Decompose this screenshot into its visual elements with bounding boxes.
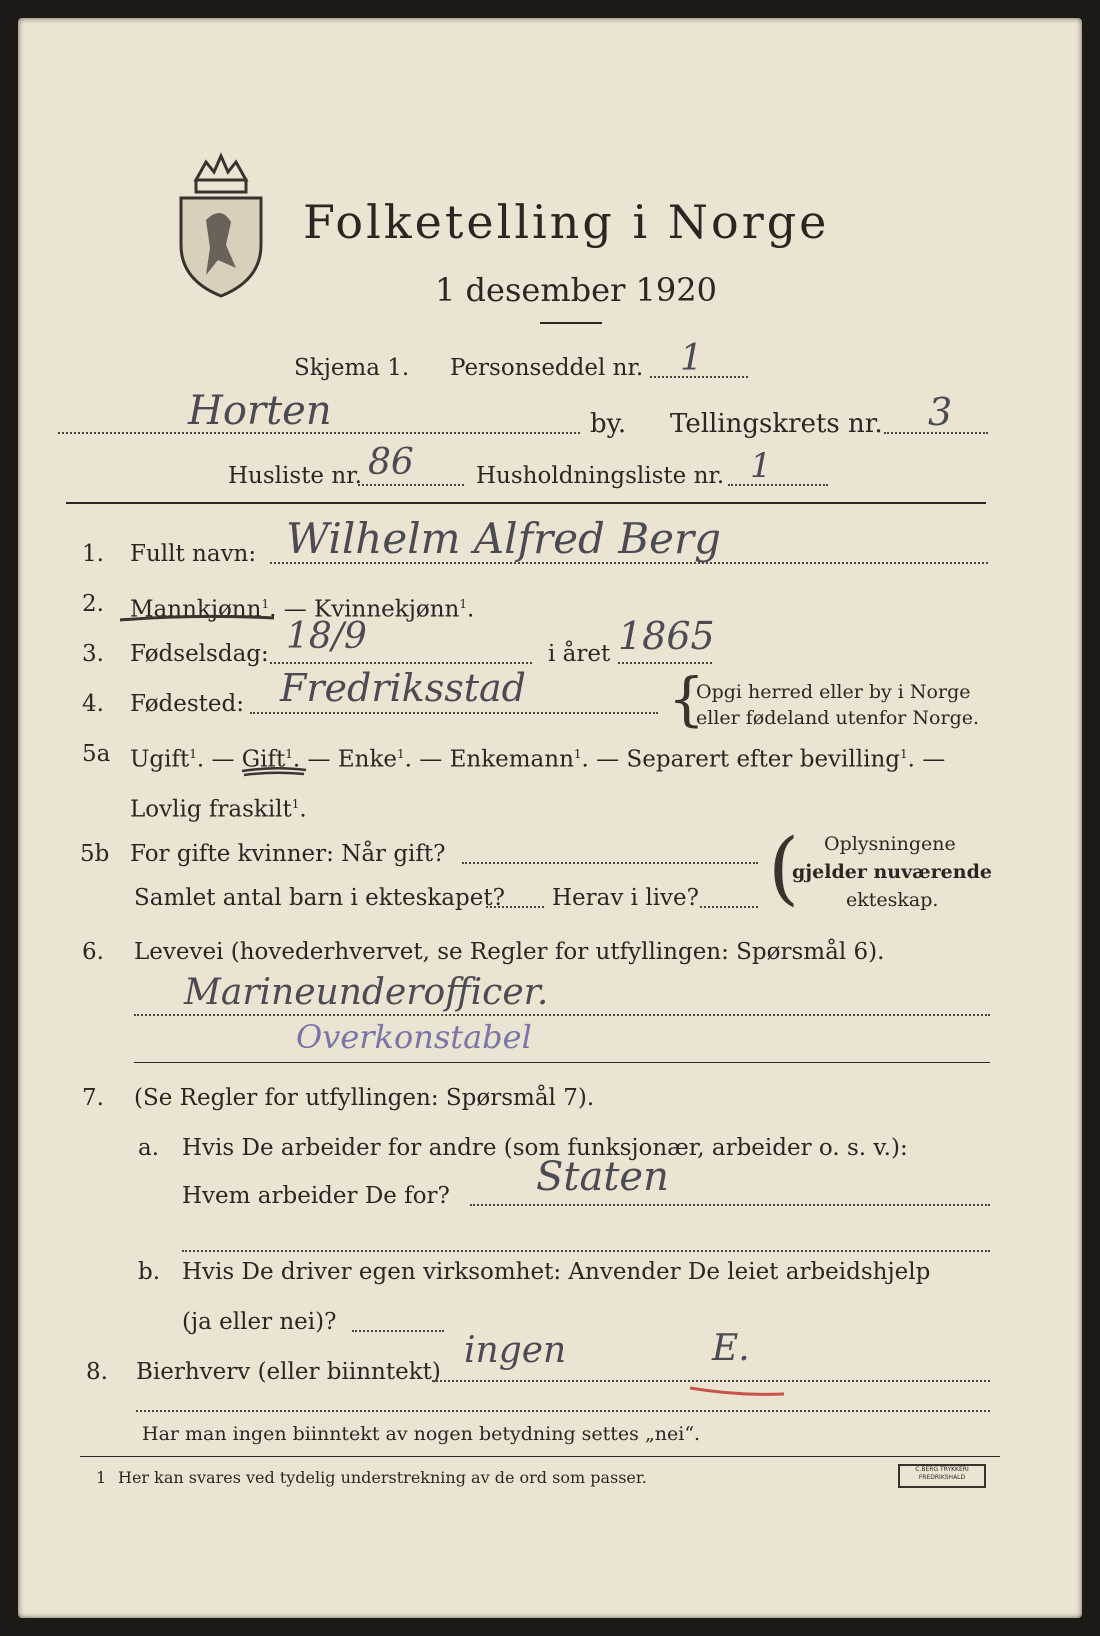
q5a-enke-footnote: 1 xyxy=(397,747,405,761)
q3-year-line xyxy=(618,662,712,664)
title-divider xyxy=(540,322,602,324)
q8-line-2 xyxy=(136,1410,990,1412)
q7a-line xyxy=(470,1204,990,1206)
husliste-value[interactable]: 86 xyxy=(368,442,414,483)
q6-label: Levevei (hovederhvervet, se Regler for utfyllingen: Spørsmål 6). xyxy=(134,939,885,965)
q5a-fraskilt-footnote: 1 xyxy=(291,797,300,811)
q8-red-pencil-mark xyxy=(688,1384,788,1398)
q4-line xyxy=(250,712,658,714)
q5b-number: 5b xyxy=(80,841,110,867)
husliste-label: Husliste nr. xyxy=(228,463,362,489)
q3-value[interactable]: 18/9 xyxy=(286,616,367,657)
q4-note-2: eller fødeland utenfor Norge. xyxy=(696,707,980,729)
q7b-label: Hvis De driver egen virksomhet: Anvender De leiet arbeidshjelp xyxy=(182,1259,931,1285)
q8-note: Har man ingen biinntekt av nogen betydning settes „nei“. xyxy=(142,1423,701,1445)
q3-label: Fødselsdag: xyxy=(130,641,269,667)
q7-label: (Se Regler for utfyllingen: Spørsmål 7). xyxy=(134,1085,595,1111)
by-label: by. xyxy=(590,409,627,439)
footnote-number: 1 xyxy=(96,1468,107,1487)
q5a-dash-1: — xyxy=(211,746,242,773)
q5b-note-1: Oplysningene xyxy=(824,833,956,855)
q6-number: 6. xyxy=(82,939,104,965)
q3-number: 3. xyxy=(82,641,104,667)
q5b-live-line xyxy=(700,906,758,908)
q7a-question: Hvem arbeider De for? xyxy=(182,1183,450,1209)
city-line xyxy=(58,432,580,434)
q8-number: 8. xyxy=(86,1359,108,1385)
form-title: Folketelling i Norge xyxy=(303,195,830,249)
husholdning-value[interactable]: 1 xyxy=(750,446,772,486)
q5a-enke[interactable]: Enke xyxy=(337,746,398,773)
q2-underline-mark xyxy=(118,612,278,626)
q5b-note-2: gjelder nuværende xyxy=(792,861,992,883)
q5a-options: Ugift$^1$. — Gift$^1$. — Enke$^1$. — Enkemann$^1$. — Separert efter bevilling$^1$. — xyxy=(130,746,946,773)
q2-number: 2. xyxy=(82,591,104,617)
q4-label: Fødested: xyxy=(130,691,245,717)
q5a-separert[interactable]: Separert efter bevilling xyxy=(626,746,901,773)
q8-mark: E. xyxy=(712,1328,750,1369)
q7b-line xyxy=(352,1330,444,1332)
q5b-label: For gifte kvinner: Når gift? xyxy=(130,841,446,867)
q5a-dash-4: — xyxy=(596,746,627,773)
q6-line-1 xyxy=(134,1014,990,1016)
q7a-number: a. xyxy=(138,1135,160,1161)
husholdning-line xyxy=(728,484,828,486)
census-date: 1 desember 1920 xyxy=(435,271,717,309)
q5b-brace: ( xyxy=(768,821,800,914)
q5b-barn-label: Samlet antal barn i ekteskapet? xyxy=(134,885,505,911)
q5b-note-3: ekteskap. xyxy=(846,889,939,911)
q7a-value[interactable]: Staten xyxy=(536,1154,669,1200)
q7-number: 7. xyxy=(82,1085,104,1111)
footnote-divider xyxy=(80,1456,1000,1457)
personseddel-value[interactable]: 1 xyxy=(680,338,703,379)
header-divider xyxy=(66,502,986,504)
q5b-live-label: Herav i live? xyxy=(552,885,699,911)
schema-label: Skjema 1. xyxy=(294,355,410,381)
q2-kvinne-footnote: 1 xyxy=(459,597,467,611)
q6-line-2 xyxy=(134,1062,990,1063)
q5a-enkemann-footnote: 1 xyxy=(573,747,582,761)
q5a-underline-mark xyxy=(240,764,310,778)
q5b-barn-line xyxy=(486,906,544,908)
q3-year-value[interactable]: 1865 xyxy=(618,614,715,658)
q5a-dash-3: — xyxy=(419,746,450,773)
q7a-label: Hvis De arbeider for andre (som funksjonær, arbeider o. s. v.): xyxy=(182,1135,908,1161)
q2-mann[interactable]: Mannkjønn xyxy=(130,596,262,623)
q5a-ugift-footnote: 1 xyxy=(189,747,197,761)
printer-stamp: C.BERG TRYKKERI FREDRIKSHALD xyxy=(898,1464,986,1488)
q5a-enkemann[interactable]: Enkemann xyxy=(449,746,574,773)
tellingskrets-value[interactable]: 3 xyxy=(928,390,953,434)
q7b-number: b. xyxy=(138,1259,161,1285)
footnote-text: Her kan svares ved tydelig understrekning av de ord som passer. xyxy=(118,1468,647,1487)
q7a-line-2 xyxy=(182,1250,990,1252)
tellingskrets-label: Tellingskrets nr. xyxy=(670,409,883,439)
q4-brace: { xyxy=(668,665,705,733)
q5a-number: 5a xyxy=(82,741,111,767)
q5a-separert-footnote: 1 xyxy=(900,747,908,761)
q5a-ugift[interactable]: Ugift xyxy=(130,746,190,773)
q2-mann-footnote: 1 xyxy=(261,597,270,611)
q6-value-1[interactable]: Marineunderofficer. xyxy=(184,972,549,1013)
q4-note-1: Opgi herred eller by i Norge xyxy=(696,681,971,703)
q8-line xyxy=(432,1380,990,1382)
q4-value[interactable]: Fredriksstad xyxy=(280,666,526,710)
q3-line xyxy=(270,662,532,664)
city-value[interactable]: Horten xyxy=(188,388,332,434)
husholdning-label: Husholdningsliste nr. xyxy=(476,463,725,489)
q3-year-label: i året xyxy=(548,641,611,667)
q5a-fraskilt: Lovlig fraskilt$^1$. xyxy=(130,796,307,823)
q1-value[interactable]: Wilhelm Alfred Berg xyxy=(286,514,721,563)
q2-kvinne[interactable]: Kvinnekjønn xyxy=(314,596,460,623)
personseddel-label: Personseddel nr. xyxy=(450,355,644,381)
q2-options: Mannkjønn$^1$. — Kvinnekjønn$^1$. xyxy=(130,596,475,623)
q8-label: Bierhverv (eller biinntekt) xyxy=(136,1359,441,1385)
q5a-dash-2: — xyxy=(307,746,338,773)
q2-separator: . — xyxy=(269,596,315,623)
q1-label: Fullt navn: xyxy=(130,541,257,567)
q8-value[interactable]: ingen xyxy=(464,1330,567,1371)
census-form xyxy=(18,18,1082,1618)
husliste-line xyxy=(358,484,464,486)
q5b-line xyxy=(462,862,758,864)
q6-value-2[interactable]: Overkonstabel xyxy=(296,1018,532,1056)
coat-of-arms-icon xyxy=(176,150,266,300)
q7b-question: (ja eller nei)? xyxy=(182,1309,337,1335)
q5a-gift[interactable]: Gift xyxy=(241,746,286,773)
q5a-gift-footnote: 1 xyxy=(285,747,293,761)
q4-number: 4. xyxy=(82,691,104,717)
q1-number: 1. xyxy=(82,541,104,567)
